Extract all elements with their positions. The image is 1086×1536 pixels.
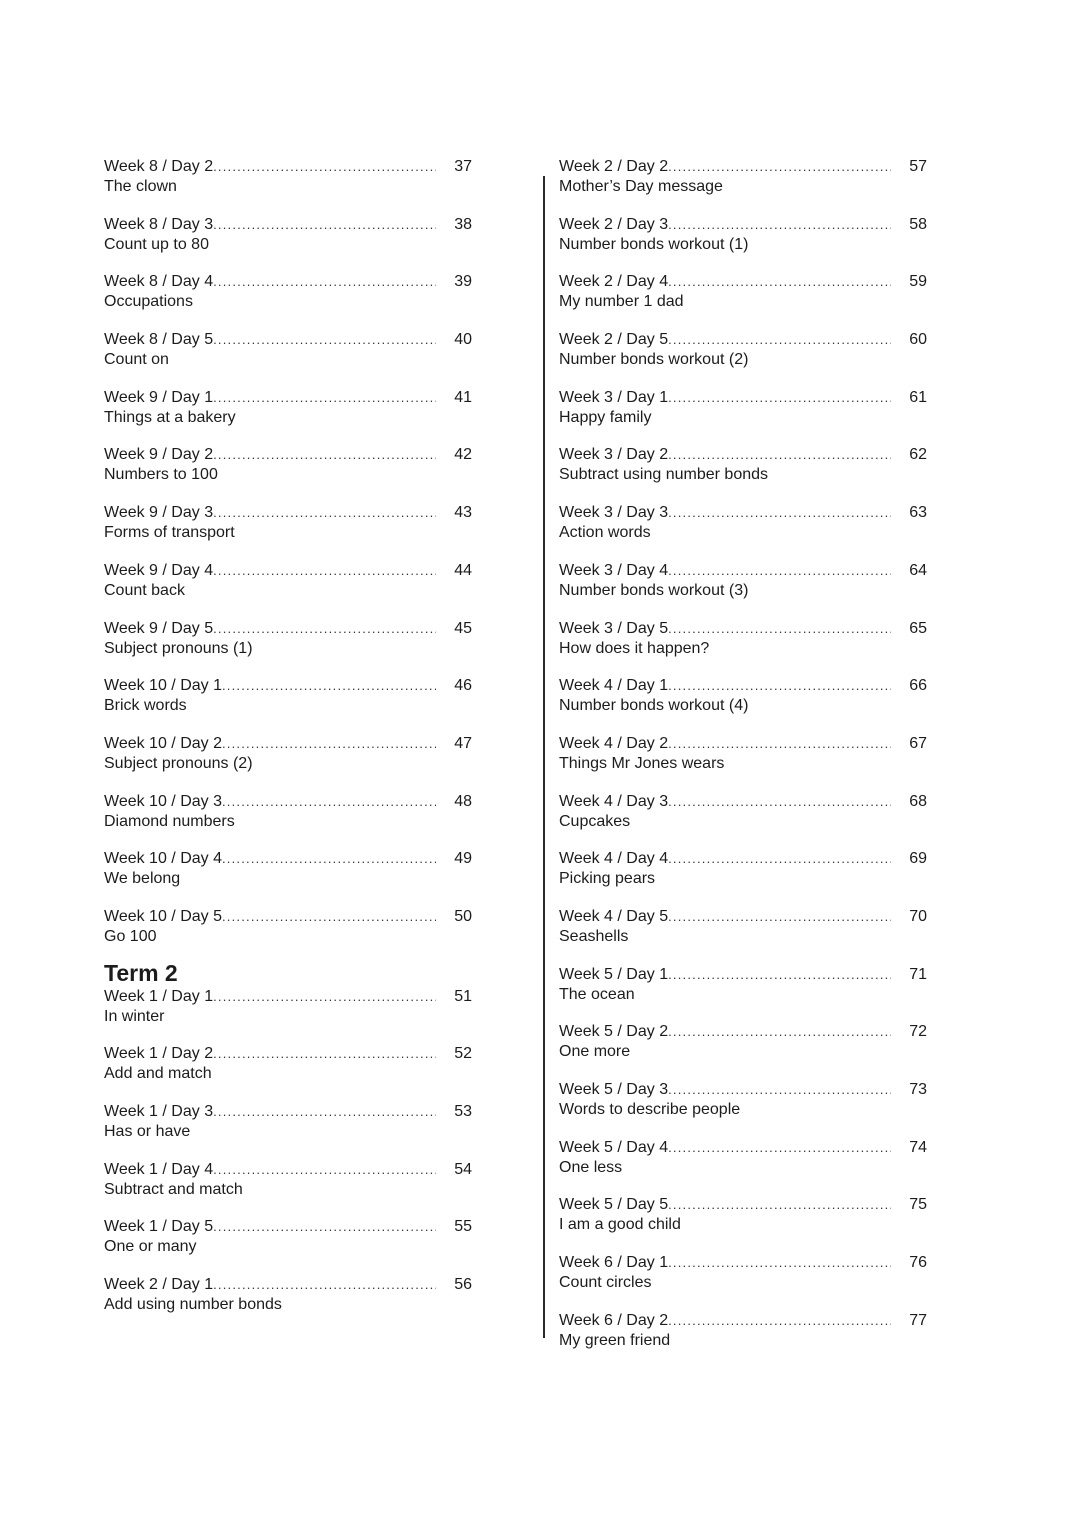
toc-entry[interactable] [559, 272, 927, 330]
toc-entry[interactable] [559, 792, 927, 850]
toc-entry-week-day: Week 3 / Day 2 [559, 446, 669, 464]
dot-leader [668, 215, 891, 235]
toc-entry-title: The clown [104, 178, 177, 195]
toc-entry-week-day: Week 8 / Day 5 [104, 331, 214, 349]
dot-leader [213, 330, 436, 350]
toc-entry-row [104, 987, 472, 1007]
toc-entry[interactable] [559, 734, 927, 792]
dot-leader [213, 1044, 436, 1064]
toc-entry-title: Count circles [559, 1274, 652, 1292]
toc-entry-title: Subtract using number bonds [559, 466, 769, 484]
toc-entry-title: Go 100 [104, 927, 157, 945]
toc-entry[interactable] [559, 388, 927, 446]
toc-entry-week-day: Week 3 / Day 1 [559, 388, 669, 406]
toc-entry-week-day: Week 3 / Day 3 [559, 504, 669, 522]
toc-entry-row [559, 965, 927, 985]
toc-entry-row [104, 157, 472, 177]
toc-entry-title: Count up to 80 [104, 235, 209, 253]
toc-entry-page-number: 61 [909, 388, 927, 406]
toc-entry[interactable] [104, 157, 472, 215]
toc-entry-page-number: 47 [454, 734, 472, 752]
toc-entry-row [104, 330, 472, 350]
toc-entry-page-number: 74 [909, 1138, 927, 1156]
dot-leader [668, 676, 891, 696]
toc-entry-row [104, 1044, 472, 1064]
toc-entry-week-day: Week 4 / Day 1 [559, 677, 669, 695]
toc-entry-page-number: 67 [909, 734, 927, 752]
toc-entry-title: Number bonds workout (3) [559, 581, 749, 599]
toc-entry-row [104, 1275, 472, 1295]
toc-entry-title: Occupations [104, 293, 193, 311]
toc-entry-title: Mother’s Day message [559, 178, 723, 195]
dot-leader [222, 907, 436, 927]
dot-leader [213, 215, 436, 235]
toc-entry[interactable] [104, 388, 472, 446]
dot-leader [213, 1102, 436, 1122]
toc-entry-row [104, 907, 472, 927]
toc-entry-week-day: Week 9 / Day 5 [104, 619, 214, 637]
toc-entry-title: Number bonds workout (1) [559, 235, 749, 253]
dot-leader [668, 388, 891, 408]
toc-entry-page-number: 75 [909, 1196, 927, 1214]
dot-leader [668, 965, 891, 985]
toc-entry-week-day: Week 5 / Day 2 [559, 1023, 669, 1041]
toc-entry[interactable] [559, 330, 927, 388]
toc-entry-page-number: 41 [454, 388, 472, 406]
toc-entry-row [559, 907, 927, 927]
dot-leader [222, 849, 436, 869]
dot-leader [668, 1080, 891, 1100]
dot-leader [668, 1022, 891, 1042]
toc-entry-week-day: Week 8 / Day 4 [104, 273, 214, 291]
toc-entry-row [104, 676, 472, 696]
toc-entry[interactable] [559, 1138, 927, 1196]
toc-entry[interactable] [559, 1080, 927, 1138]
toc-entry-page-number: 44 [454, 561, 472, 579]
dot-leader [213, 1217, 436, 1237]
toc-entry[interactable] [104, 330, 472, 388]
toc-entry-page-number: 73 [909, 1081, 927, 1098]
toc-entry-page-number: 56 [454, 1276, 472, 1294]
toc-entry-title: Numbers to 100 [104, 466, 218, 484]
toc-entry-week-day: Week 2 / Day 3 [559, 215, 669, 233]
toc-entry-week-day: Week 9 / Day 2 [104, 446, 214, 464]
toc-entry-page-number: 65 [909, 619, 927, 637]
toc-entry-title: Add and match [104, 1065, 212, 1083]
toc-entry-row [104, 561, 472, 581]
toc-entry-week-day: Week 5 / Day 3 [559, 1081, 669, 1098]
toc-entry-page-number: 53 [454, 1103, 472, 1120]
toc-entry[interactable] [104, 619, 472, 677]
toc-entry-row [559, 388, 927, 408]
term-2-heading: Term 2 [104, 959, 178, 986]
toc-entry-title: Cupcakes [559, 812, 631, 830]
left-entries-before-term [104, 157, 472, 965]
toc-entry-row [104, 792, 472, 812]
toc-entry-week-day: Week 4 / Day 2 [559, 734, 669, 752]
toc-entry-row [104, 1217, 472, 1237]
toc-entry-page-number: 51 [454, 987, 472, 1005]
toc-entry-week-day: Week 10 / Day 4 [104, 850, 222, 868]
toc-entry-page-number: 68 [909, 792, 927, 810]
toc-entry-row [559, 1311, 927, 1331]
dot-leader [668, 849, 891, 869]
dot-leader [213, 619, 436, 639]
toc-entry-row [104, 272, 472, 292]
toc-entry-row [559, 330, 927, 350]
toc-entry-week-day: Week 4 / Day 3 [559, 792, 669, 810]
dot-leader [668, 1138, 891, 1158]
dot-leader [668, 1195, 891, 1215]
dot-leader [213, 1275, 436, 1295]
toc-entry-week-day: Week 9 / Day 3 [104, 504, 214, 522]
toc-entry-title: Seashells [559, 927, 629, 945]
dot-leader [213, 503, 436, 523]
toc-entry[interactable] [559, 503, 927, 561]
dot-leader [213, 987, 436, 1007]
toc-entry-row [104, 619, 472, 639]
toc-entry-title: Picking pears [559, 870, 656, 888]
toc-entry-page-number: 76 [909, 1254, 927, 1272]
toc-entry-page-number: 42 [454, 446, 472, 464]
toc-entry[interactable] [559, 1195, 927, 1253]
toc-entry-week-day: Week 4 / Day 5 [559, 907, 669, 925]
toc-entry-title: One more [559, 1043, 631, 1061]
toc-entry-title: Forms of transport [104, 524, 235, 542]
toc-entry-title: Subtract and match [104, 1180, 243, 1198]
dot-leader [668, 503, 891, 523]
toc-entry-row [104, 445, 472, 465]
toc-entry[interactable] [104, 849, 472, 907]
toc-entry-row [104, 503, 472, 523]
toc-entry-title: Things at a bakery [104, 408, 236, 426]
toc-entry-week-day: Week 9 / Day 4 [104, 561, 214, 579]
toc-entry-page-number: 45 [454, 619, 472, 637]
toc-entry[interactable] [104, 1275, 472, 1333]
toc-entry-page-number: 57 [909, 158, 927, 175]
dot-leader [222, 792, 436, 812]
toc-entry-week-day: Week 10 / Day 3 [104, 792, 222, 810]
toc-entry-week-day: Week 3 / Day 5 [559, 619, 669, 637]
toc-entry-week-day: Week 8 / Day 2 [104, 158, 214, 175]
toc-entry-title: Count on [104, 351, 169, 369]
left-entries-after-term [104, 987, 472, 1333]
column-divider [543, 176, 545, 1338]
toc-entry-page-number: 38 [454, 215, 472, 233]
toc-entry-title: Things Mr Jones wears [559, 754, 725, 772]
toc-entry-page-number: 62 [909, 446, 927, 464]
toc-entry-week-day: Week 5 / Day 1 [559, 965, 669, 983]
toc-entry[interactable] [104, 272, 472, 330]
toc-entry-page-number: 54 [454, 1160, 472, 1178]
toc-entry-row [559, 1253, 927, 1273]
dot-leader [668, 1253, 891, 1273]
toc-entry[interactable] [104, 1102, 472, 1160]
toc-entry[interactable] [104, 215, 472, 273]
toc-entry-week-day: Week 5 / Day 4 [559, 1138, 669, 1156]
toc-entry-page-number: 52 [454, 1045, 472, 1063]
toc-entry-row [559, 849, 927, 869]
dot-leader [668, 734, 891, 754]
toc-entry-page-number: 69 [909, 850, 927, 868]
toc-entry-week-day: Week 1 / Day 5 [104, 1218, 214, 1236]
toc-entry-row [104, 734, 472, 754]
toc-entry-title: The ocean [559, 985, 635, 1003]
toc-entry-page-number: 55 [454, 1218, 472, 1236]
toc-entry-page-number: 63 [909, 504, 927, 522]
toc-entry-row [559, 215, 927, 235]
toc-entry-page-number: 70 [909, 907, 927, 925]
toc-entry-page-number: 50 [454, 907, 472, 925]
toc-entry[interactable] [559, 676, 927, 734]
toc-entry-title: Add using number bonds [104, 1296, 282, 1314]
toc-entry-page-number: 49 [454, 850, 472, 868]
dot-leader [668, 330, 891, 350]
toc-entry-title: We belong [104, 870, 181, 888]
toc-entry-row [104, 1160, 472, 1180]
toc-entry-week-day: Week 6 / Day 2 [559, 1311, 669, 1329]
toc-entry-page-number: 77 [909, 1311, 927, 1329]
toc-entry[interactable] [559, 849, 927, 907]
toc-entry-week-day: Week 10 / Day 2 [104, 734, 222, 752]
toc-entry-row [559, 561, 927, 581]
toc-entry-page-number: 72 [909, 1023, 927, 1041]
dot-leader [668, 445, 891, 465]
toc-entry-title: Subject pronouns (1) [104, 639, 253, 657]
toc-entry-page-number: 37 [454, 158, 472, 175]
toc-entry-title: One less [559, 1158, 623, 1176]
toc-entry-week-day: Week 2 / Day 2 [559, 158, 669, 175]
toc-entry-row [559, 1080, 927, 1100]
toc-entry[interactable] [559, 907, 927, 965]
dot-leader [213, 388, 436, 408]
dot-leader [213, 272, 436, 292]
dot-leader [222, 676, 436, 696]
toc-entry[interactable] [104, 676, 472, 734]
toc-entry-title: Brick words [104, 697, 187, 715]
toc-entry[interactable] [559, 215, 927, 273]
dot-leader [668, 272, 891, 292]
toc-entry-row [559, 1138, 927, 1158]
toc-entry-title: I am a good child [559, 1216, 681, 1234]
toc-entry[interactable] [104, 1217, 472, 1275]
toc-entry-row [559, 157, 927, 177]
toc-entry-title: One or many [104, 1238, 197, 1256]
dot-leader [668, 907, 891, 927]
toc-entry-page-number: 71 [909, 965, 927, 983]
toc-entry-title: How does it happen? [559, 639, 710, 657]
toc-entry[interactable] [104, 734, 472, 792]
toc-entry-week-day: Week 1 / Day 3 [104, 1103, 214, 1120]
toc-entry-title: Count back [104, 581, 185, 599]
toc-entry-week-day: Week 10 / Day 1 [104, 677, 222, 695]
toc-entry-page-number: 58 [909, 215, 927, 233]
dot-leader [668, 619, 891, 639]
toc-entry-row [104, 849, 472, 869]
toc-entry-row [559, 792, 927, 812]
toc-entry-row [104, 388, 472, 408]
toc-entry[interactable] [559, 1253, 927, 1311]
toc-entry-title: Has or have [104, 1123, 191, 1140]
dot-leader [213, 1160, 436, 1180]
toc-entry-row [559, 1195, 927, 1215]
toc-entry-title: Number bonds workout (4) [559, 697, 749, 715]
toc-entry-row [559, 676, 927, 696]
toc-entry-title: Happy family [559, 408, 652, 426]
toc-entry[interactable] [559, 965, 927, 1023]
toc-entry-title: My green friend [559, 1331, 671, 1349]
dot-leader [222, 734, 436, 754]
toc-entry[interactable] [104, 503, 472, 561]
toc-entry-title: Words to describe people [559, 1101, 741, 1118]
toc-entry-page-number: 40 [454, 331, 472, 349]
toc-entry-row [104, 215, 472, 235]
toc-entry[interactable] [104, 561, 472, 619]
toc-entry[interactable] [559, 619, 927, 677]
right-entries [559, 157, 927, 1368]
toc-entry-week-day: Week 5 / Day 5 [559, 1196, 669, 1214]
dot-leader [668, 157, 891, 177]
toc-entry-title: My number 1 dad [559, 293, 684, 311]
toc-entry[interactable] [559, 1022, 927, 1080]
toc-left-column [104, 157, 472, 1333]
toc-entry[interactable] [559, 561, 927, 619]
toc-entry-week-day: Week 1 / Day 1 [104, 987, 214, 1005]
toc-entry-page-number: 64 [909, 561, 927, 579]
toc-entry-row [559, 1022, 927, 1042]
toc-entry-row [559, 619, 927, 639]
toc-entry[interactable] [559, 1311, 927, 1369]
toc-entry[interactable] [104, 1160, 472, 1218]
toc-entry-page-number: 60 [909, 331, 927, 349]
toc-entry-title: Diamond numbers [104, 812, 235, 830]
toc-entry[interactable] [104, 445, 472, 503]
toc-entry[interactable] [104, 792, 472, 850]
toc-entry-week-day: Week 1 / Day 2 [104, 1045, 214, 1063]
toc-entry-week-day: Week 9 / Day 1 [104, 388, 214, 406]
toc-entry-title: Number bonds workout (2) [559, 351, 749, 369]
dot-leader [668, 792, 891, 812]
toc-entry-row [104, 1102, 472, 1122]
dot-leader [213, 157, 436, 177]
toc-entry-title: Action words [559, 524, 651, 542]
dot-leader [213, 445, 436, 465]
toc-entry-page-number: 46 [454, 677, 472, 695]
toc-entry-row [559, 734, 927, 754]
toc-entry-page-number: 39 [454, 273, 472, 291]
toc-entry-page-number: 59 [909, 273, 927, 291]
dot-leader [213, 561, 436, 581]
toc-entry[interactable] [559, 157, 927, 215]
toc-entry[interactable] [104, 1044, 472, 1102]
toc-right-column [559, 157, 927, 1368]
toc-entry-week-day: Week 2 / Day 1 [104, 1276, 214, 1294]
dot-leader [668, 1311, 891, 1331]
toc-entry-title: In winter [104, 1007, 165, 1025]
toc-entry-row [559, 445, 927, 465]
toc-entry-week-day: Week 6 / Day 1 [559, 1254, 669, 1272]
toc-entry-page-number: 48 [454, 792, 472, 810]
toc-entry-week-day: Week 2 / Day 4 [559, 273, 669, 291]
toc-entry-week-day: Week 1 / Day 4 [104, 1160, 214, 1178]
toc-entry-title: Subject pronouns (2) [104, 754, 253, 772]
toc-entry-row [559, 503, 927, 523]
toc-entry-week-day: Week 10 / Day 5 [104, 907, 222, 925]
toc-entry-page-number: 43 [454, 504, 472, 522]
toc-entry-row [559, 272, 927, 292]
dot-leader [668, 561, 891, 581]
toc-entry-week-day: Week 3 / Day 4 [559, 561, 669, 579]
toc-entry-week-day: Week 2 / Day 5 [559, 331, 669, 349]
toc-entry[interactable] [104, 907, 472, 965]
toc-entry-week-day: Week 8 / Day 3 [104, 215, 214, 233]
toc-entry-page-number: 66 [909, 677, 927, 695]
toc-entry-week-day: Week 4 / Day 4 [559, 850, 669, 868]
toc-entry[interactable] [559, 445, 927, 503]
toc-entry[interactable] [104, 987, 472, 1045]
